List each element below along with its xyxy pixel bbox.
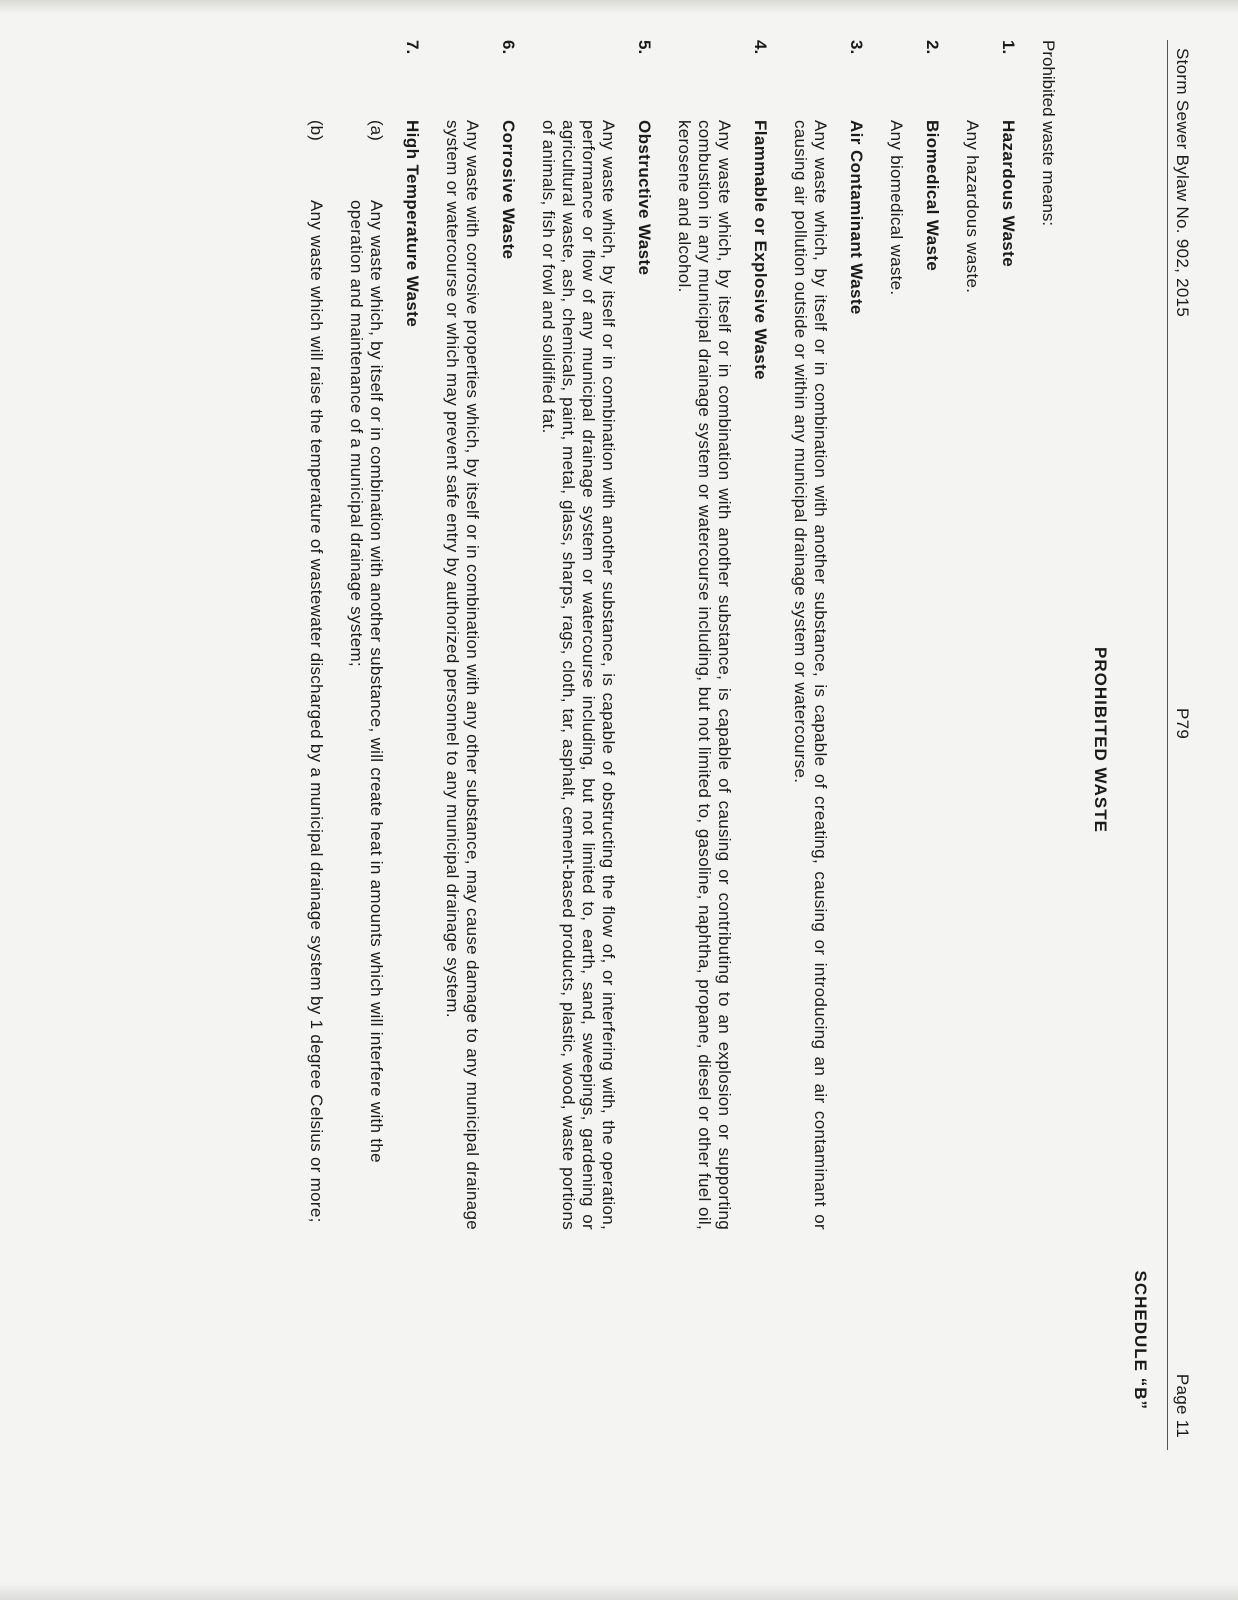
subsection-label: (a): [367, 120, 386, 141]
section-heading: Flammable or Explosive Waste: [751, 120, 770, 380]
section-heading: Air Contaminant Waste: [847, 120, 866, 315]
section-flammable-waste: [674, 40, 770, 1440]
schedule-title: SCHEDULE “B”: [1131, 1270, 1150, 1410]
section-text: Any waste which, by itself or in combination with another substance, is capable of creating, causing or introducing an air contaminant or causing air pollution outside or within any municipal drainage system or watercourse.: [791, 120, 830, 1230]
section-text: Any biomedical waste.: [887, 120, 906, 296]
page-content: [40, 40, 1200, 1440]
header-page-code: P79: [1173, 708, 1192, 740]
section-heading: Hazardous Waste: [999, 120, 1018, 268]
document-title: PROHIBITED WASTE: [1091, 646, 1110, 833]
scan-edge-bottom: [0, 1582, 1238, 1600]
section-number: 6.: [499, 40, 518, 55]
section-corrosive-waste: [442, 40, 518, 1440]
section-number: 7.: [403, 40, 422, 55]
header-page-number: Page 11: [1173, 1373, 1192, 1438]
section-number: 3.: [847, 40, 866, 55]
intro-text: Prohibited waste means:: [1039, 40, 1058, 227]
header-bylaw-name: Storm Sewer Bylaw No. 902, 2015: [1173, 48, 1192, 318]
section-heading: High Temperature Waste: [403, 120, 422, 328]
sections-list: [286, 40, 1018, 1440]
section-text: Any hazardous waste.: [963, 120, 982, 294]
section-biomedical-waste: [886, 40, 942, 1440]
subsection-text: Any waste which will raise the temperature of wastewater discharged by a municipal drainage system by 1 degree Celsius or more;: [307, 200, 326, 1223]
section-heading: Obstructive Waste: [635, 120, 654, 276]
section-heading: Biomedical Waste: [923, 120, 942, 272]
rotated-page: [40, 40, 1200, 1440]
section-number: 1.: [999, 40, 1018, 55]
section-obstructive-waste: [538, 40, 654, 1440]
section-number: 5.: [635, 40, 654, 55]
section-number: 4.: [751, 40, 770, 55]
scan-edge-top: [0, 0, 1238, 14]
subsection-b: [306, 120, 326, 1440]
section-high-temperature-waste: [306, 40, 422, 1440]
section-text: Any waste which, by itself or in combination with another substance, is capable of obstructing the flow of, or interfering with, the operation, performance or flow of any municipal drainage system or watercourse including, but not limited to, earth, sand, sweepings, gardening or agricultural waste, ash, chemicals, paint, metal, glass, sharps, rags, cloth, tar, asphalt, cement-based products, plastic, wood, waste portions of animals, fish or fowl and solidified fat.: [539, 120, 618, 1230]
section-heading: Corrosive Waste: [499, 120, 518, 260]
section-text: Any waste which, by itself or in combination with another substance, is capable of causing or contributing to an explosion or supporting combustion in any municipal drainage system or watercourse including, but not limited to, gasoline, naphtha, propane, diesel or other fuel oil, kerosene and alcohol.: [675, 120, 734, 1230]
subsection-label: (b): [307, 120, 326, 141]
header-rule: [1167, 40, 1168, 1450]
subsection-text: Any waste which, by itself or in combination with another substance, will create heat in amounts which will interfere with the operation and maintenance of a municipal drainage system;: [347, 200, 386, 1163]
section-text: Any waste with corrosive properties which, by itself or in combination with any other substance, may cause damage to any municipal drainage system or watercourse or which may prevent safe entry by authorized personnel to any municipal drainage system.: [443, 120, 482, 1230]
section-number: 2.: [923, 40, 942, 55]
section-hazardous-waste: [962, 40, 1018, 1440]
section-air-contaminant-waste: [790, 40, 866, 1440]
subsection-a: [346, 120, 386, 1440]
